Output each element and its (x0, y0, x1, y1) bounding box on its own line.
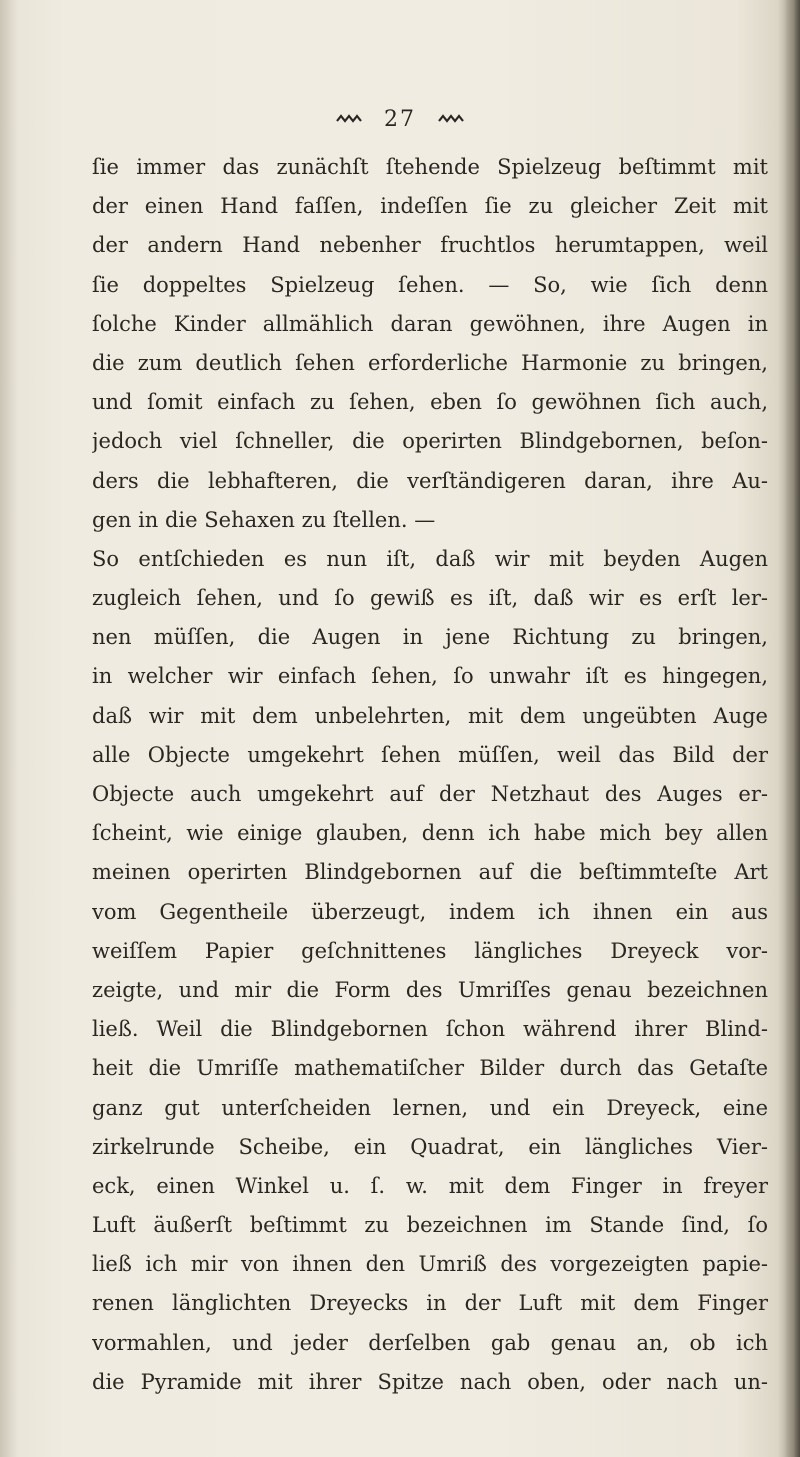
text-line: heit die Umriſſe mathematiſcher Bilder durch das Getaſte (92, 1056, 768, 1081)
text-line: ſie immer das zunächſt ſtehende Spielzeug beſtimmt mit (92, 155, 768, 179)
page-header (0, 104, 800, 134)
text-line: daß wir mit dem unbelehrten, mit dem ungeübten Auge (92, 703, 768, 728)
page-number: 27 (384, 106, 416, 132)
page-edge-shadow (778, 0, 800, 1457)
text-line: eck, einen Winkel u. ſ. w. mit dem Finger in freyer (92, 1173, 768, 1198)
text-line: So entſchieden es nun iſt, daß wir mit beyden Augen (92, 546, 768, 571)
text-line: die Pyramide mit ihrer Spitze nach oben, oder nach un- (92, 1369, 768, 1394)
text-line: zugleich ſehen, und ſo gewiß es iſt, daß wir es erſt ler- (92, 586, 768, 611)
text-line: in welcher wir einfach ſehen, ſo unwahr iſt es hingegen, (92, 664, 768, 689)
text-line: die zum deutlich ſehen erforderliche Harmonie zu bringen, (92, 350, 768, 375)
text-line: ließ. Weil die Blindgebornen ſchon während ihrer Blind- (92, 1017, 768, 1042)
body-text (92, 148, 768, 1402)
text-line: ders die lebhafteren, die verſtändigeren daran, ihre Au- (92, 468, 768, 493)
text-line: ſie doppeltes Spielzeug ſehen. — So, wie ſich denn (92, 272, 768, 297)
text-line: meinen operirten Blindgebornen auf die beſtimmteſte Art (92, 860, 768, 885)
wave-ornament-icon (438, 112, 464, 126)
text-line: Objecte auch umgekehrt auf der Netzhaut des Auges er- (92, 782, 768, 806)
text-line: und ſomit einfach zu ſehen, eben ſo gewöhnen ſich auch, (92, 390, 768, 415)
text-line: vormahlen, und jeder derſelben gab genau an, ob ich (92, 1330, 768, 1355)
text-line: zirkelrunde Scheibe, ein Quadrat, ein längliches Vier- (92, 1134, 768, 1159)
gutter-shadow (0, 0, 18, 1457)
text-line: weiſſem Papier geſchnittenes längliches Dreyeck vor- (92, 938, 768, 963)
text-line: nen müſſen, die Augen in jene Richtung zu bringen, (92, 625, 768, 650)
text-line: ließ ich mir von ihnen den Umriß des vorgezeigten papie- (92, 1252, 768, 1277)
text-line: zeigte, und mir die Form des Umriſſes genau bezeichnen (92, 977, 768, 1002)
text-line: ſcheint, wie einige glauben, denn ich habe mich bey allen (92, 821, 768, 846)
text-line: jedoch viel ſchneller, die operirten Blindgebornen, beſon- (92, 429, 768, 454)
text-line: Luft äußerſt beſtimmt zu bezeichnen im Stande ſind, ſo (92, 1213, 768, 1238)
text-line: der andern Hand nebenher fruchtlos herumtappen, weil (92, 233, 768, 258)
text-line: renen länglichten Dreyecks in der Luft mit dem Finger (92, 1291, 768, 1316)
wave-ornament-icon (336, 112, 362, 126)
text-line: vom Gegentheile überzeugt, indem ich ihnen ein aus (92, 899, 768, 924)
text-line: ſolche Kinder allmählich daran gewöhnen, ihre Augen in (92, 311, 768, 336)
text-line: alle Objecte umgekehrt ſehen müſſen, weil das Bild der (92, 742, 768, 767)
text-line: gen in die Sehaxen zu ſtellen. — (92, 507, 436, 532)
text-line: ganz gut unterſcheiden lernen, und ein Dreyeck, eine (92, 1095, 768, 1120)
text-line: der einen Hand faſſen, indeſſen ſie zu gleicher Zeit mit (92, 194, 768, 219)
